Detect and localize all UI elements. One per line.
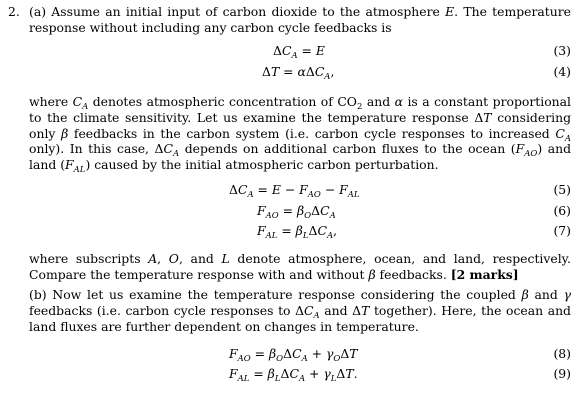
equation-number-8: (8) bbox=[553, 346, 571, 361]
equation-9: $F_{AL} = \beta_L\Delta C_A + \gamma_L\Delta T$. bbox=[229, 366, 358, 384]
equation-number-9: (9) bbox=[553, 366, 571, 381]
equation-number-3: (3) bbox=[553, 43, 571, 58]
paragraph-beta-feedbacks: where $C_A$ denotes atmospheric concentration of $CO_2$ and α is a constant proportional to the climate sensitivity. Let us examine the temperature response ΔT considering only β feedbacks in the carbon system (i.e. carbon cycle responses to increased $C_A$ only). In this case, $\Delta C_A$ depends on additional carbon fluxes to the ocean $(F_{AO})$ and land $(F_{AL})$ caused by the initial atmospheric carbon perturbation. bbox=[29, 94, 572, 176]
question-number: 2. bbox=[8, 4, 20, 19]
equation-number-7: (7) bbox=[553, 223, 571, 238]
equation-row-7 bbox=[0, 223, 588, 239]
paragraph-compare: where subscripts A, O, and L denote atmosphere, ocean, and land, respectively. Compare the temperature response with and without β feedbacks. [2 marks] bbox=[29, 251, 571, 282]
equation-3: $\Delta C_A = E$ bbox=[273, 43, 325, 61]
equation-row-6 bbox=[0, 203, 588, 219]
intro-paragraph: (a) Assume an initial input of carbon dioxide to the atmosphere E. The temperature response without including any carbon cycle feedbacks is bbox=[29, 4, 571, 35]
equation-row-5 bbox=[0, 182, 588, 198]
marks-label: [2 marks] bbox=[450, 266, 519, 282]
part-b-paragraph: (b) Now let us examine the temperature response considering the coupled β and γ feedbacks (i.e. carbon cycle responses to $\Delta C_A$ and ΔT together). Here, the ocean and land fluxes are further dependent on changes in temperature. bbox=[29, 287, 572, 334]
equation-row-9 bbox=[0, 366, 588, 382]
equation-4: ΔT = αΔC$_A$, bbox=[262, 64, 335, 82]
equation-number-4: (4) bbox=[553, 64, 571, 79]
equation-5: $\Delta C_A = E - F_{AO} - F_{AL}$ bbox=[229, 182, 360, 200]
equation-row-8 bbox=[0, 346, 588, 362]
equation-row-3 bbox=[0, 43, 588, 59]
equation-row-4 bbox=[0, 64, 588, 80]
equation-8: $F_{AO} = \beta_O\Delta C_A + \gamma_O\Delta T$ bbox=[229, 346, 358, 364]
equation-7: $F_{AL} = \beta_L\Delta C_A$, bbox=[257, 223, 338, 241]
equation-6: $F_{AO} = \beta_O\Delta C_A$ bbox=[257, 203, 336, 221]
equation-number-5: (5) bbox=[553, 182, 571, 197]
equation-number-6: (6) bbox=[553, 203, 571, 218]
